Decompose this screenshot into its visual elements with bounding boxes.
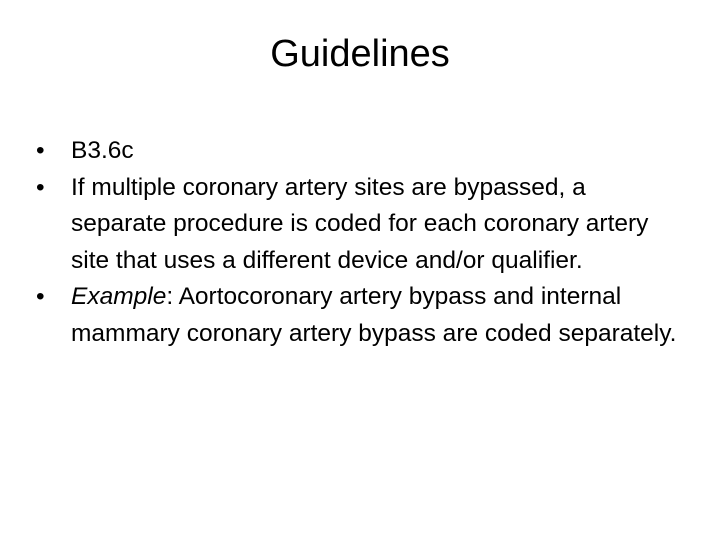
bullet-list bbox=[36, 133, 686, 352]
slide-title: Guidelines bbox=[270, 33, 450, 75]
bullet-item-rule-code bbox=[36, 133, 686, 170]
bullet-dot-icon: • bbox=[36, 173, 45, 201]
bullet-item-guideline bbox=[36, 170, 686, 280]
bullet-text: B3.6c bbox=[71, 137, 134, 164]
bullet-dot-icon: • bbox=[36, 137, 45, 164]
bullet-dot-icon: • bbox=[36, 283, 45, 310]
bullet-text: If multiple coronary artery sites are bypassed, a separate procedure is coded for each coronary artery site that uses a different device and/or qualifier. bbox=[71, 173, 649, 274]
bullet-item-example bbox=[36, 279, 686, 352]
bullet-text: : Aortocoronary artery bypass and internal mammary coronary artery bypass are coded separately. bbox=[71, 283, 677, 347]
example-label: Example bbox=[71, 283, 167, 310]
